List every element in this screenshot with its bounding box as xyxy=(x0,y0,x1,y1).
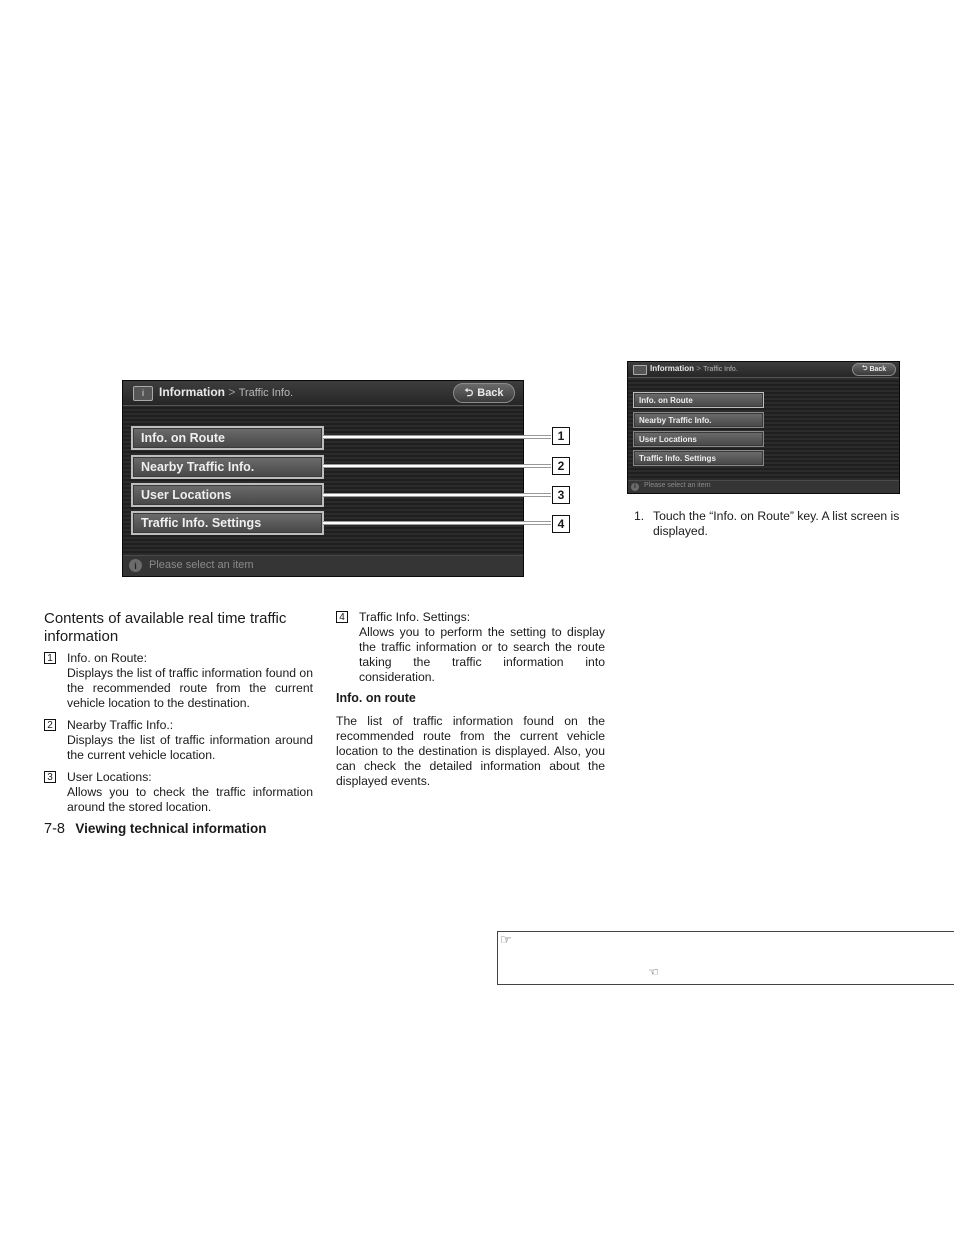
item-number-box: 4 xyxy=(336,611,348,623)
back-label: Back xyxy=(477,387,504,399)
breadcrumb-sub: Traffic Info. xyxy=(703,366,738,373)
item-label: Nearby Traffic Info.: xyxy=(67,718,174,732)
menu-button-nearby-traffic[interactable] xyxy=(633,412,764,428)
item-number-box: 3 xyxy=(44,771,56,783)
item-label: Traffic Info. Settings: xyxy=(359,610,471,624)
back-arrow-icon: ⮌ xyxy=(464,386,474,399)
section-heading: Contents of available real time traffic information xyxy=(44,610,287,645)
screen-title-bar xyxy=(628,362,899,378)
list-item-2 xyxy=(44,718,313,763)
step-text: Touch the “Info. on Route” key. A list screen is displayed. xyxy=(653,509,900,538)
callout-number-3: 3 xyxy=(552,486,570,504)
item-description: Allows you to perform the setting to display the traffic information or to search the route taking the traffic information into consideration. xyxy=(359,625,605,684)
back-button[interactable] xyxy=(453,383,515,403)
step-1 xyxy=(634,509,902,539)
callout-number-4: 4 xyxy=(552,515,570,533)
menu-button-traffic-settings[interactable] xyxy=(633,450,764,466)
page-footer xyxy=(44,820,266,838)
list-item-1 xyxy=(44,651,313,711)
breadcrumb-separator: > xyxy=(228,385,236,399)
menu-button-label: Info. on Route xyxy=(639,395,693,405)
list-item-3 xyxy=(44,770,313,815)
screen-title-bar xyxy=(123,381,523,406)
menu-button-info-on-route[interactable] xyxy=(131,426,324,450)
breadcrumb-main: Information xyxy=(650,364,694,373)
back-arrow-icon: ⮌ xyxy=(861,365,868,372)
menu-button-label: Traffic Info. Settings xyxy=(141,516,262,530)
screen-status-bar xyxy=(123,555,523,576)
step-number: 1. xyxy=(634,509,645,523)
breadcrumb-separator: > xyxy=(696,364,701,373)
callout-number-1: 1 xyxy=(552,427,570,445)
menu-button-label: User Locations xyxy=(141,488,232,502)
note-box xyxy=(497,931,954,985)
callout-line-4 xyxy=(323,521,551,525)
subheading-info-on-route: Info. on route xyxy=(336,691,416,705)
callout-line-2 xyxy=(323,464,551,468)
info-on-route-paragraph: The list of traffic information found on the recommended route from the current vehicle location to the destination is displayed. Also, you can check the detailed information about the displayed events. xyxy=(336,714,605,788)
callout-line-1 xyxy=(323,435,551,439)
status-message: Please select an item xyxy=(149,559,254,571)
menu-button-label: Info. on Route xyxy=(141,431,226,445)
callout-number-2: 2 xyxy=(552,457,570,475)
info-book-icon: i xyxy=(133,386,153,401)
item-label: User Locations: xyxy=(67,770,152,784)
back-button[interactable] xyxy=(852,363,896,376)
list-item-4 xyxy=(336,610,605,685)
item-number-box: 1 xyxy=(44,652,56,664)
menu-button-info-on-route[interactable] xyxy=(633,392,764,408)
menu-button-traffic-settings[interactable] xyxy=(131,511,324,535)
menu-button-user-locations[interactable] xyxy=(131,483,324,507)
breadcrumb xyxy=(159,385,293,399)
item-number-box: 2 xyxy=(44,719,56,731)
pointing-hand-icon: ☞ xyxy=(500,932,512,947)
pointing-hand-icon-small: ☜ xyxy=(648,965,659,979)
callout-line-3 xyxy=(323,493,551,497)
menu-button-user-locations[interactable] xyxy=(633,431,764,447)
menu-button-label: Nearby Traffic Info. xyxy=(639,415,712,425)
footer-section-title: Viewing technical information xyxy=(75,821,267,836)
large-screen-figure xyxy=(122,380,524,577)
back-label: Back xyxy=(869,366,887,373)
menu-button-nearby-traffic[interactable] xyxy=(131,455,324,479)
page-number: 7-8 xyxy=(44,821,65,837)
breadcrumb xyxy=(650,364,738,373)
item-description: Displays the list of traffic information around the current vehicle location. xyxy=(67,733,313,762)
info-icon: i xyxy=(129,559,142,572)
item-label: Info. on Route: xyxy=(67,651,147,665)
item-description: Displays the list of traffic information found on the recommended route from the current vehicle location to the destination. xyxy=(67,666,313,710)
breadcrumb-main: Information xyxy=(159,385,225,399)
status-message: Please select an item xyxy=(644,482,711,489)
menu-button-label: User Locations xyxy=(639,434,697,444)
breadcrumb-sub: Traffic Info. xyxy=(238,387,294,399)
info-icon: i xyxy=(631,483,639,491)
small-screen-figure xyxy=(627,361,900,494)
menu-button-label: Nearby Traffic Info. xyxy=(141,460,255,474)
info-book-icon xyxy=(633,365,647,375)
screen-status-bar xyxy=(628,480,899,493)
menu-button-label: Traffic Info. Settings xyxy=(639,453,716,463)
item-description: Allows you to check the traffic information around the stored location. xyxy=(67,785,313,814)
